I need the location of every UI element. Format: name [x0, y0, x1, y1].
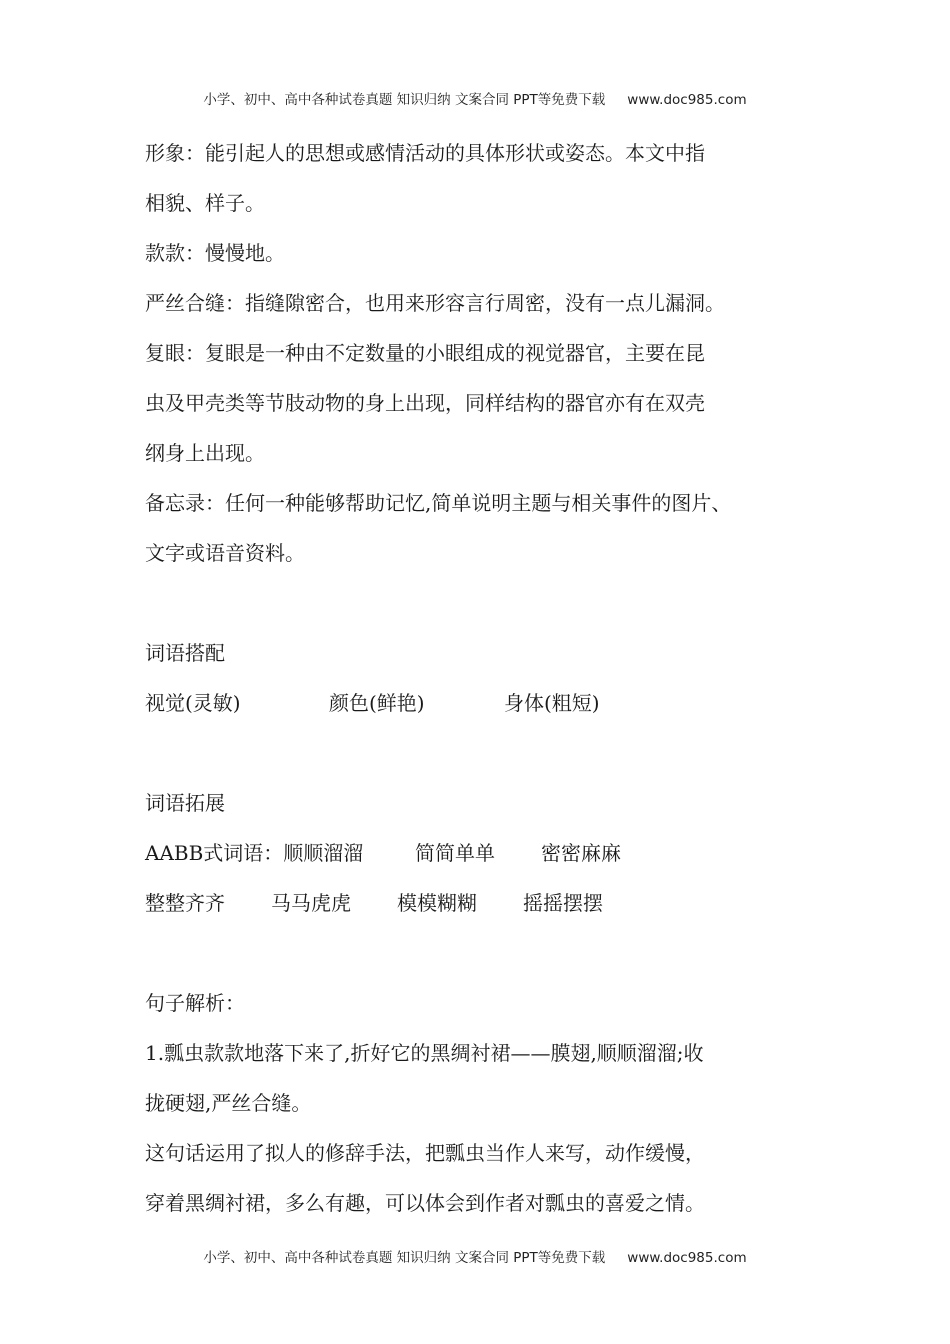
footer-text: 小学、初中、高中各种试卷真题 知识归纳 文案合同 PPT等免费下载: [203, 1250, 606, 1266]
expansion-word: 模模糊糊: [397, 891, 477, 915]
definition-beiwanglu-line1: 备忘录：任何一种能够帮助记忆,简单说明主题与相关事件的图片、: [145, 491, 732, 515]
expansion-word: 密密麻麻: [541, 841, 621, 865]
analysis-explain-line1: 这句话运用了拟人的修辞手法，把瓢虫当作人来写，动作缓慢，: [145, 1141, 705, 1165]
definition-beiwanglu-line2: 文字或语音资料。: [145, 541, 305, 565]
collocation-item: 颜色(鲜艳): [329, 691, 425, 715]
definition-xingxiang-line2: 相貌、样子。: [145, 191, 265, 215]
expansion-title: 词语拓展: [145, 791, 225, 815]
collocation-item: 身体(粗短): [504, 691, 600, 715]
definition-xingxiang-line1: 形象：能引起人的思想或感情活动的具体形状或姿态。本文中指: [145, 141, 705, 165]
definition-fuyan-line2: 虫及甲壳类等节肢动物的身上出现，同样结构的器官亦有在双壳: [145, 391, 705, 415]
collocation-title: 词语搭配: [145, 641, 225, 665]
expansion-row-2: [145, 878, 825, 928]
expansion-row-1: [145, 828, 825, 878]
analysis-title: 句子解析：: [145, 991, 245, 1015]
header-text: 小学、初中、高中各种试卷真题 知识归纳 文案合同 PPT等免费下载: [203, 92, 606, 108]
spacer: [145, 578, 825, 628]
spacer: [145, 728, 825, 778]
definition-kuankuan: 款款：慢慢地。: [145, 241, 285, 265]
spacer: [145, 928, 825, 978]
analysis-sentence-line1: 1.瓢虫款款地落下来了,折好它的黑绸衬裙——膜翅,顺顺溜溜;收: [145, 1041, 704, 1065]
expansion-word: 马马虎虎: [271, 891, 351, 915]
collocation-row: [145, 678, 825, 728]
analysis-sentence-line2: 拢硬翅,严丝合缝。: [145, 1091, 312, 1115]
definition-yansihefeng: 严丝合缝：指缝隙密合，也用来形容言行周密，没有一点儿漏洞。: [145, 291, 725, 315]
header-site-link[interactable]: www.doc985.com: [627, 92, 747, 108]
collocation-item: 视觉(灵敏): [145, 691, 241, 715]
expansion-word: 简简单单: [415, 841, 495, 865]
footer-site-link[interactable]: www.doc985.com: [627, 1250, 747, 1266]
expansion-word: 摇摇摆摆: [523, 891, 603, 915]
expansion-label: AABB式词语：顺顺溜溜: [145, 841, 364, 865]
page-footer: [0, 1246, 950, 1266]
analysis-explain-line2: 穿着黑绸衬裙，多么有趣，可以体会到作者对瓢虫的喜爱之情。: [145, 1191, 705, 1215]
definition-fuyan-line3: 纲身上出现。: [145, 441, 265, 465]
document-body: [145, 128, 825, 1228]
definition-fuyan-line1: 复眼：复眼是一种由不定数量的小眼组成的视觉器官，主要在昆: [145, 341, 705, 365]
page-header: [0, 88, 950, 108]
expansion-word: 整整齐齐: [145, 891, 225, 915]
